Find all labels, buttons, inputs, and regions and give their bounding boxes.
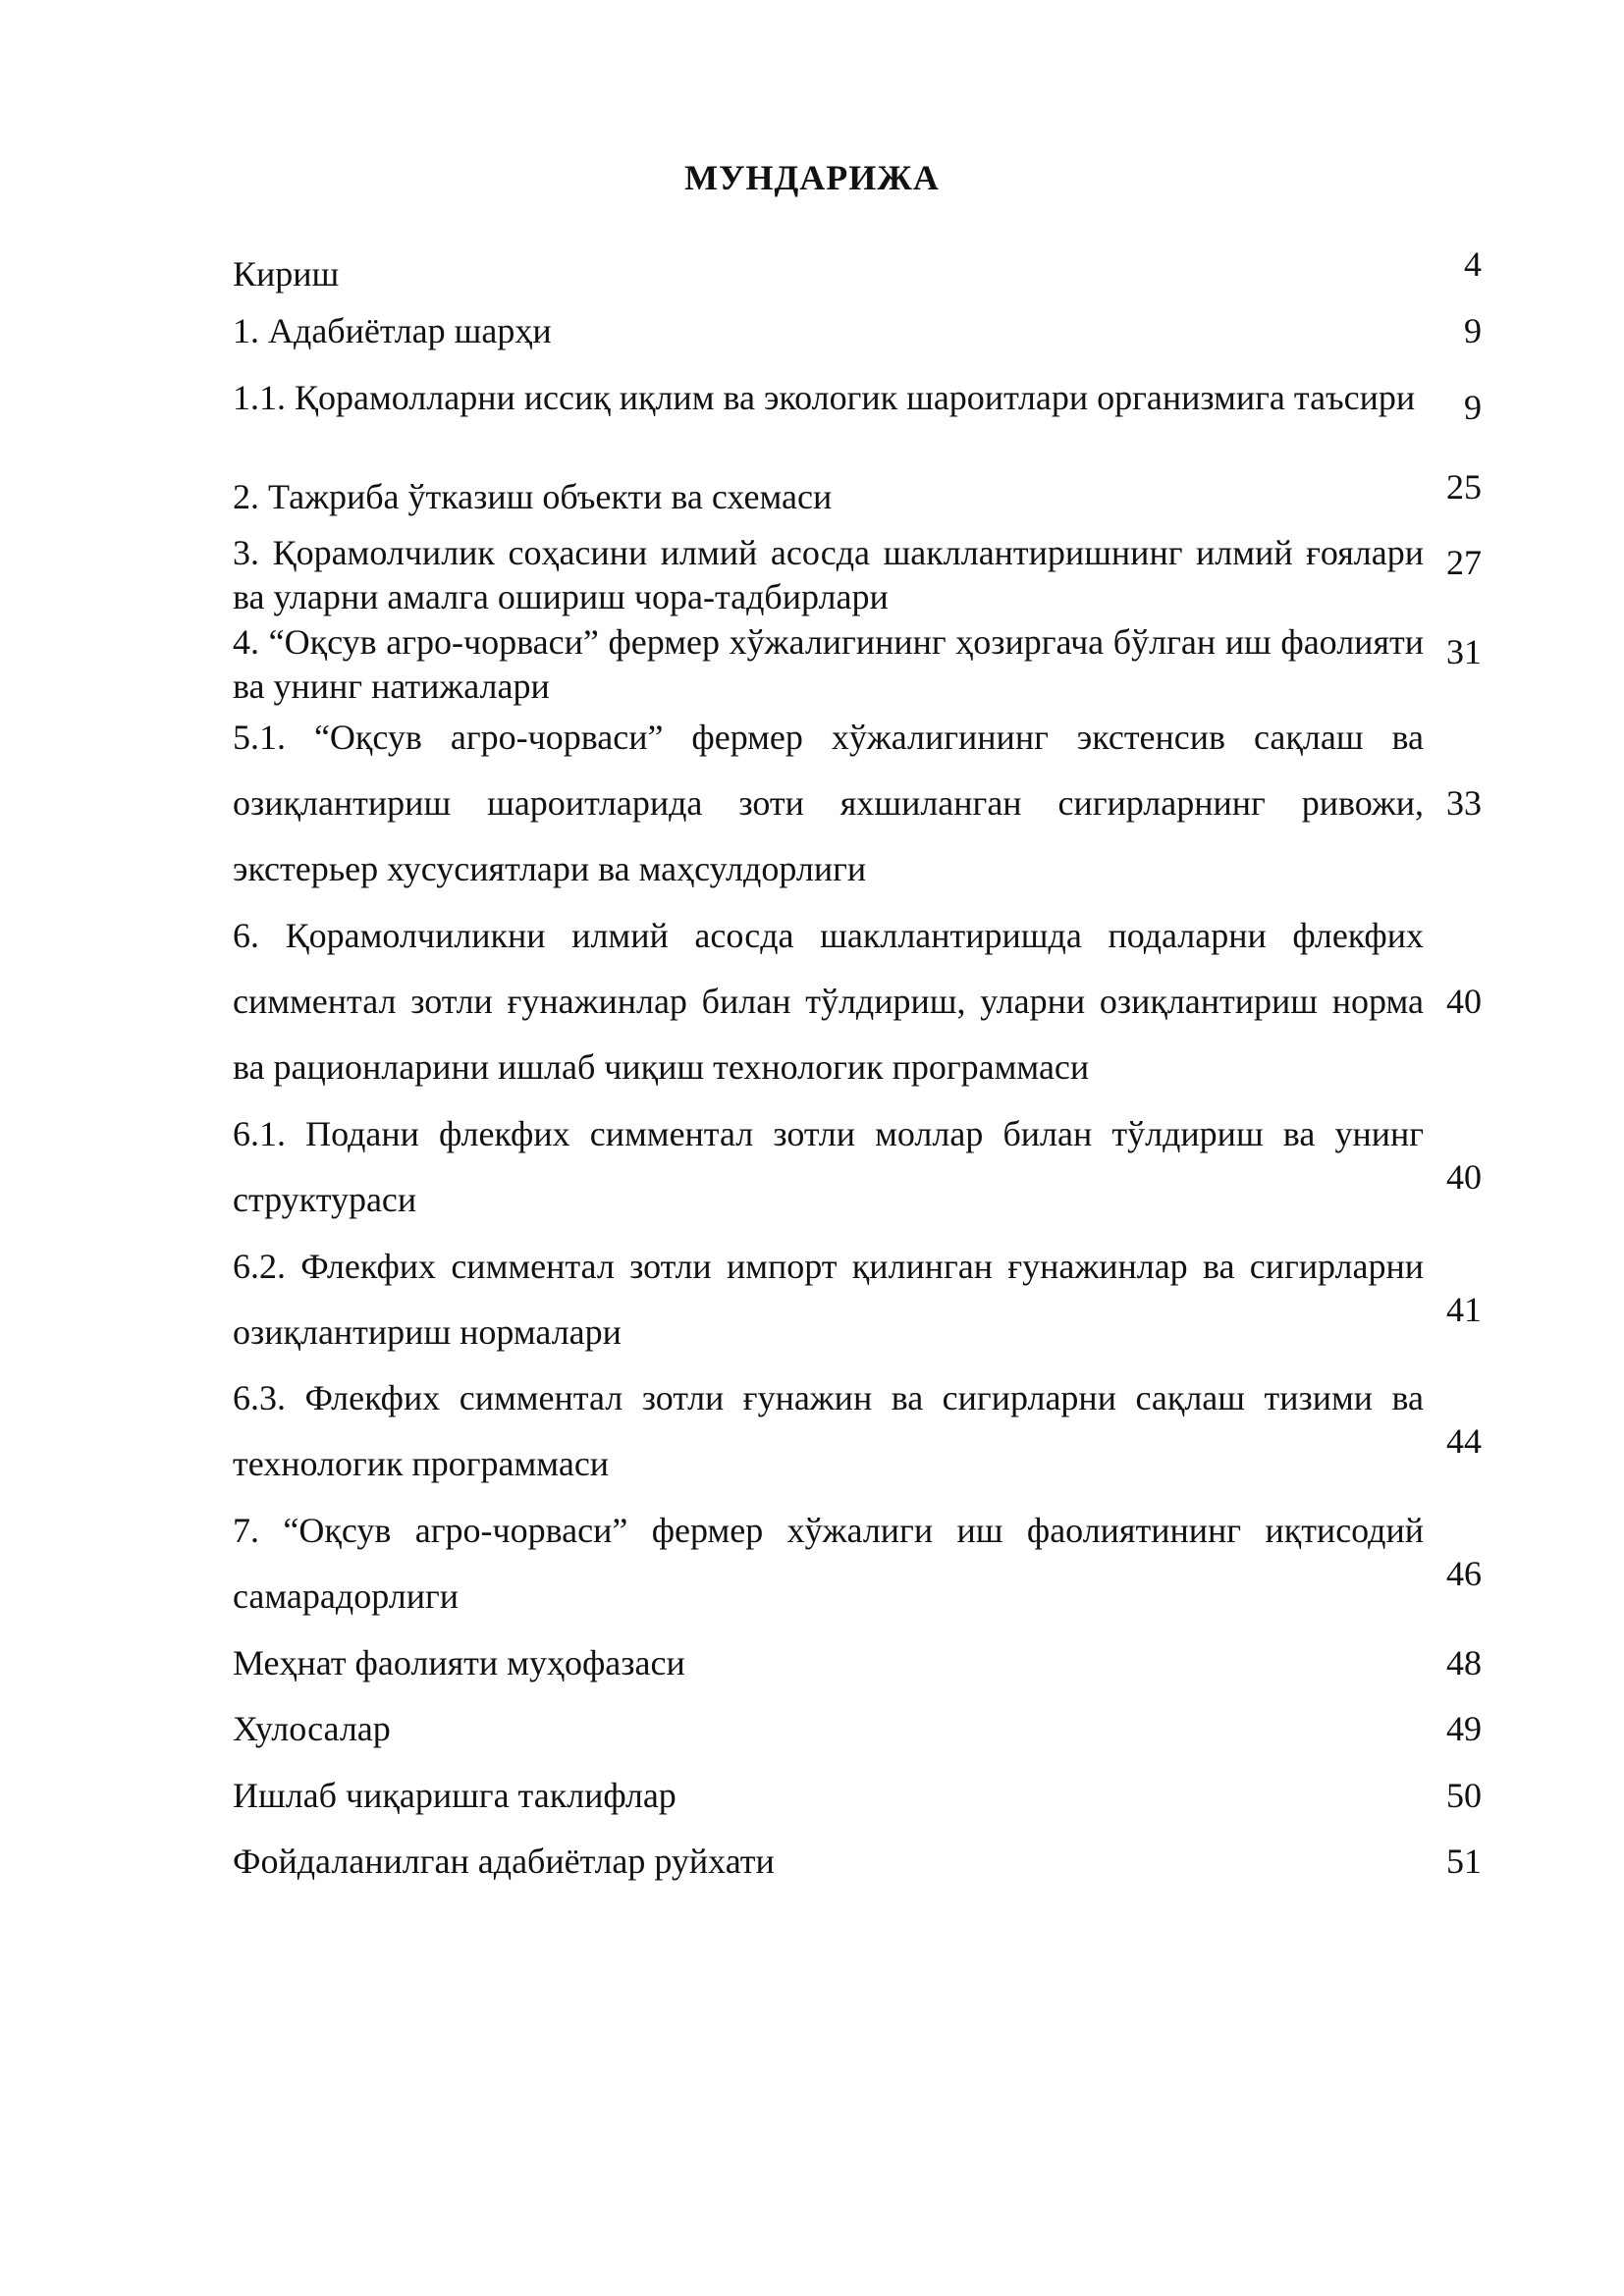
toc-entry-text: Кириш [233, 254, 340, 294]
toc-entry-page: 40 [1446, 982, 1482, 1021]
toc-entry-page: 9 [1464, 388, 1482, 427]
toc-entry-page: 46 [1446, 1554, 1482, 1593]
toc-entry-page: 9 [1464, 311, 1482, 350]
toc-entry-page: 4 [1464, 244, 1482, 284]
toc-entry-text: Ишлаб чиқаришга таклифлар [233, 1776, 677, 1815]
toc-entry-text: 5.1. “Оқсув агро-чорваси” фермер хўжалигининг экстенсив сақлаш ва озиқлантириш шароитларида зоти яхшиланган сигирларнинг ривожи, экстерьер хусусиятлари ва маҳсулдорлиги [233, 718, 1424, 888]
toc-entry-page: 31 [1446, 632, 1482, 671]
toc-entry-page: 27 [1446, 543, 1482, 582]
toc-entry-text: 3. Қорамолчилик соҳасини илмий асосда шакллантиришнинг илмий ғоялари ва уларни амалга ошириш чора-тадбирлари [233, 533, 1424, 616]
toc-entry-text: 1. Адабиётлар шарҳи [233, 311, 552, 350]
toc-entry-text: Фойдаланилган адабиётлар руйхати [233, 1842, 775, 1881]
toc-entry-text: 6.2. Флекфих симментал зотли импорт қилинган ғунажинлар ва сигирларни озиқлантириш нормалари [233, 1247, 1424, 1352]
toc-entry-page: 48 [1446, 1643, 1482, 1682]
toc-entry-text: 2. Тажриба ўтказиш объекти ва схемаси [233, 477, 833, 516]
toc-entry-page: 50 [1446, 1776, 1482, 1815]
toc-entry-text: 1.1. Қорамолларни иссиқ иқлим ва экологик шароитлари организмига таъсири [233, 378, 1416, 417]
toc-entry-text: 6. Қорамолчиликни илмий асосда шакллантиришда подаларни флекфих симментал зотли ғунажинлар билан тўлдириш, уларни озиқлантириш норма ва рационларини ишлаб чиқиш технологик программаси [233, 916, 1424, 1087]
toc-entry-page: 33 [1446, 783, 1482, 823]
toc-entry-page: 49 [1446, 1709, 1482, 1748]
toc-entry-page: 51 [1446, 1842, 1482, 1881]
toc-entry-page: 44 [1446, 1421, 1482, 1461]
toc-entry-page: 41 [1446, 1290, 1482, 1329]
toc-entry-text: 7. “Оқсув агро-чорваси” фермер хўжалиги иш фаолиятининг иқтисодий самарадорлиги [233, 1511, 1424, 1616]
toc-entry-text: 6.1. Подани флекфих симментал зотли моллар билан тўлдириш ва унинг структураси [233, 1114, 1424, 1219]
toc-entry-page: 40 [1446, 1157, 1482, 1197]
toc-entry-text: 4. “Оқсув агро-чорваси” фермер хўжалигининг ҳозиргача бўлган иш фаолияти ва унинг натижалари [233, 622, 1424, 706]
toc-entry-text: 6.3. Флекфих симментал зотли ғунажин ва сигирларни сақлаш тизими ва технологик программаси [233, 1378, 1424, 1483]
toc-entry-text: Меҳнат фаолияти муҳофазаси [233, 1643, 685, 1682]
toc-entry-page: 25 [1446, 467, 1482, 507]
toc-entry-text: Хулосалар [233, 1709, 391, 1748]
page-title: МУНДАРИЖА [684, 158, 940, 197]
